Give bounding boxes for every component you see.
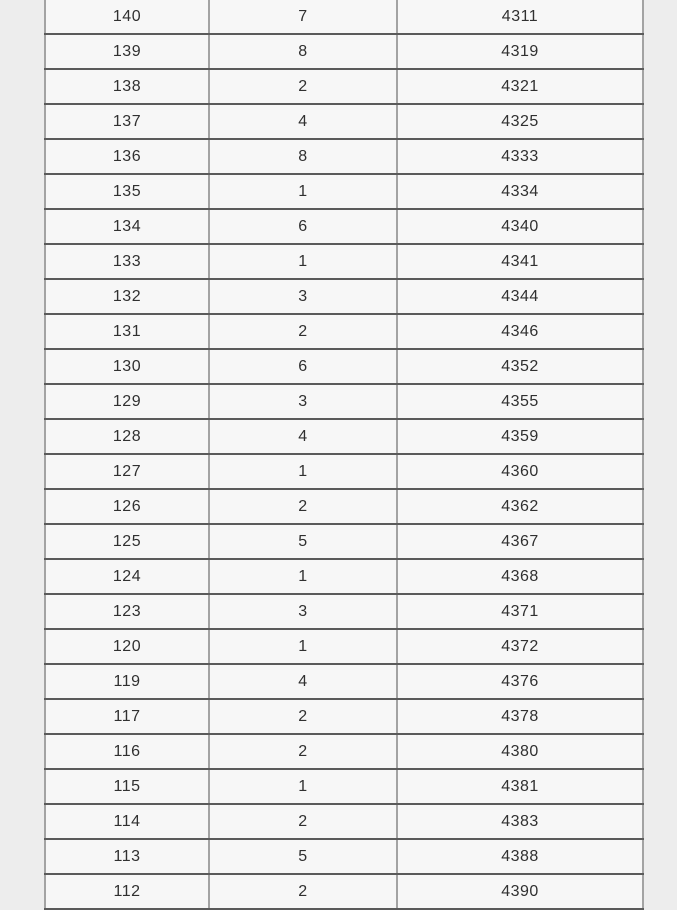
table-cell-r6-c1: 135	[45, 174, 209, 209]
table-row	[45, 279, 643, 314]
table-cell-r12-c1: 129	[45, 384, 209, 419]
table-cell-r19-c2: 1	[209, 629, 397, 664]
table-cell-r12-c3: 4355	[397, 384, 643, 419]
table-cell-r5-c2: 8	[209, 139, 397, 174]
table-cell-r5-c3: 4333	[397, 139, 643, 174]
table-row	[45, 664, 643, 699]
table-cell-r20-c2: 4	[209, 664, 397, 699]
table-cell-r17-c3: 4368	[397, 559, 643, 594]
table-cell-r9-c2: 3	[209, 279, 397, 314]
table-cell-r15-c3: 4362	[397, 489, 643, 524]
table-row	[45, 34, 643, 69]
table-cell-r21-c1: 117	[45, 699, 209, 734]
table-cell-r25-c1: 113	[45, 839, 209, 874]
table-cell-r22-c3: 4380	[397, 734, 643, 769]
table-cell-r3-c3: 4321	[397, 69, 643, 104]
table-cell-r4-c3: 4325	[397, 104, 643, 139]
table-cell-r7-c1: 134	[45, 209, 209, 244]
table-row	[45, 209, 643, 244]
table-cell-r7-c3: 4340	[397, 209, 643, 244]
table-row	[45, 594, 643, 629]
table-cell-r18-c1: 123	[45, 594, 209, 629]
table-row	[45, 104, 643, 139]
table-cell-r18-c3: 4371	[397, 594, 643, 629]
table-cell-r1-c2: 7	[209, 0, 397, 34]
table-body	[45, 0, 643, 909]
table-cell-r19-c3: 4372	[397, 629, 643, 664]
table-cell-r10-c1: 131	[45, 314, 209, 349]
table-cell-r13-c2: 4	[209, 419, 397, 454]
table-cell-r2-c3: 4319	[397, 34, 643, 69]
table-cell-r13-c1: 128	[45, 419, 209, 454]
table-cell-r23-c3: 4381	[397, 769, 643, 804]
table-row	[45, 454, 643, 489]
table-cell-r10-c2: 2	[209, 314, 397, 349]
table-cell-r8-c3: 4341	[397, 244, 643, 279]
table-row	[45, 244, 643, 279]
table-row	[45, 734, 643, 769]
table-row	[45, 804, 643, 839]
table-cell-r14-c3: 4360	[397, 454, 643, 489]
table-cell-r23-c1: 115	[45, 769, 209, 804]
table-cell-r20-c3: 4376	[397, 664, 643, 699]
table-cell-r2-c1: 139	[45, 34, 209, 69]
table-cell-r10-c3: 4346	[397, 314, 643, 349]
table-cell-r19-c1: 120	[45, 629, 209, 664]
table-row	[45, 629, 643, 664]
table-row	[45, 0, 643, 34]
table-cell-r8-c1: 133	[45, 244, 209, 279]
table-row	[45, 384, 643, 419]
table-cell-r22-c2: 2	[209, 734, 397, 769]
table-cell-r5-c1: 136	[45, 139, 209, 174]
table-cell-r26-c3: 4390	[397, 874, 643, 909]
table-cell-r7-c2: 6	[209, 209, 397, 244]
table-cell-r18-c2: 3	[209, 594, 397, 629]
table-cell-r16-c1: 125	[45, 524, 209, 559]
table-cell-r3-c1: 138	[45, 69, 209, 104]
table-cell-r9-c3: 4344	[397, 279, 643, 314]
table-row	[45, 699, 643, 734]
table-cell-r11-c2: 6	[209, 349, 397, 384]
table-cell-r6-c3: 4334	[397, 174, 643, 209]
table-cell-r24-c3: 4383	[397, 804, 643, 839]
table-cell-r14-c1: 127	[45, 454, 209, 489]
table-cell-r25-c2: 5	[209, 839, 397, 874]
table-cell-r21-c2: 2	[209, 699, 397, 734]
table-row	[45, 559, 643, 594]
table-cell-r11-c1: 130	[45, 349, 209, 384]
table-cell-r4-c1: 137	[45, 104, 209, 139]
table-cell-r15-c1: 126	[45, 489, 209, 524]
table-cell-r23-c2: 1	[209, 769, 397, 804]
table-row	[45, 839, 643, 874]
table-cell-r22-c1: 116	[45, 734, 209, 769]
table-row	[45, 139, 643, 174]
table-cell-r24-c1: 114	[45, 804, 209, 839]
table-row	[45, 349, 643, 384]
table-cell-r12-c2: 3	[209, 384, 397, 419]
table-cell-r26-c1: 112	[45, 874, 209, 909]
table-cell-r6-c2: 1	[209, 174, 397, 209]
table-cell-r17-c1: 124	[45, 559, 209, 594]
table-row	[45, 489, 643, 524]
table-cell-r2-c2: 8	[209, 34, 397, 69]
table-row	[45, 874, 643, 909]
table-cell-r15-c2: 2	[209, 489, 397, 524]
table-cell-r9-c1: 132	[45, 279, 209, 314]
table-cell-r26-c2: 2	[209, 874, 397, 909]
table-row	[45, 174, 643, 209]
table-cell-r14-c2: 1	[209, 454, 397, 489]
table-row	[45, 69, 643, 104]
table-cell-r21-c3: 4378	[397, 699, 643, 734]
table-row	[45, 419, 643, 454]
table-cell-r24-c2: 2	[209, 804, 397, 839]
table-cell-r16-c3: 4367	[397, 524, 643, 559]
table-cell-r4-c2: 4	[209, 104, 397, 139]
table-cell-r8-c2: 1	[209, 244, 397, 279]
table-cell-r13-c3: 4359	[397, 419, 643, 454]
table-cell-r1-c1: 140	[45, 0, 209, 34]
table-row	[45, 524, 643, 559]
table-cell-r16-c2: 5	[209, 524, 397, 559]
table-row	[45, 769, 643, 804]
table-cell-r1-c3: 4311	[397, 0, 643, 34]
table-cell-r20-c1: 119	[45, 664, 209, 699]
table-cell-r11-c3: 4352	[397, 349, 643, 384]
table-cell-r17-c2: 1	[209, 559, 397, 594]
data-table	[44, 0, 644, 910]
table-cell-r3-c2: 2	[209, 69, 397, 104]
table-row	[45, 314, 643, 349]
table-cell-r25-c3: 4388	[397, 839, 643, 874]
